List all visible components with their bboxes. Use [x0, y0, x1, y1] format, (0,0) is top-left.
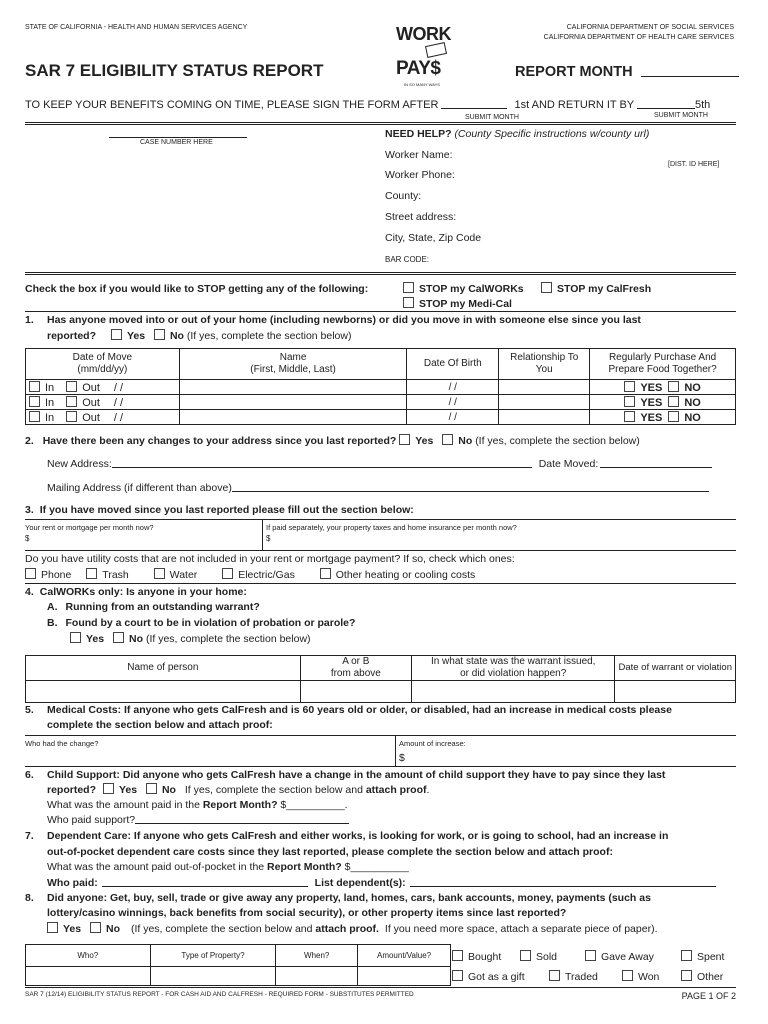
q4-b: B. Found by a court to be in violation of probation or parole?	[47, 617, 356, 629]
submit-month-caption-2: SUBMIT MONTH	[654, 112, 708, 119]
medical-amount-label: Amount of increase:	[399, 739, 466, 748]
q2-new-address: New Address: Date Moved:	[47, 458, 712, 470]
case-number-label: CASE NUMBER HERE	[140, 139, 213, 146]
q1-in-checkbox[interactable]	[29, 411, 40, 422]
q5-text-1: Medical Costs: If anyone who gets CalFresh and is 60 years old or older, or disabled, had an increase in medical costs please	[47, 704, 672, 716]
instructions-line: TO KEEP YOUR BENEFITS COMING ON TIME, PLEASE SIGN THE FORM AFTER 1st AND RETURN IT BY 5th	[25, 99, 711, 111]
table-row: In Out / / / / YES NO	[26, 410, 736, 425]
table-row: In Out / / / / YES NO	[26, 395, 736, 410]
stop-medical[interactable]: STOP my Medi-Cal	[403, 297, 512, 310]
q7-text-2: out-of-pocket dependent care costs since they last reported, please complete the section below and attach proof:	[47, 846, 613, 858]
logo-work: WORK	[396, 24, 451, 44]
medical-who-label: Who had the change?	[25, 739, 99, 748]
worker-name: Worker Name:	[385, 149, 453, 161]
q3-question: 3. If you have moved since you last reported please fill out the section below:	[25, 504, 414, 516]
q5-number: 5.	[25, 704, 34, 716]
q4-col-name: Name of person	[26, 656, 301, 681]
table-row	[26, 967, 451, 986]
flag-icon	[425, 42, 447, 58]
q1-no-checkbox[interactable]	[154, 329, 165, 340]
q8-got-gift[interactable]: Got as a gift	[452, 970, 525, 983]
q8-other[interactable]: Other	[681, 970, 723, 983]
street-address: Street address:	[385, 211, 457, 223]
q6-text-2: reported? Yes No If yes, complete the section below and attach proof.	[47, 784, 430, 796]
report-month-field[interactable]	[641, 67, 739, 77]
dependent-care-payer-field[interactable]	[102, 877, 308, 887]
q8-col-who: Who?	[26, 945, 151, 967]
q8-traded[interactable]: Traded	[549, 970, 598, 983]
submit-month-field-2[interactable]	[637, 99, 695, 109]
q4-question: 4. CalWORKs only: Is anyone in your home:	[25, 586, 247, 598]
q8-col-amount: Amount/Value?	[358, 945, 451, 967]
trash-checkbox[interactable]	[86, 568, 97, 579]
q1-in-checkbox[interactable]	[29, 396, 40, 407]
q1-yes-checkbox[interactable]	[111, 329, 122, 340]
q4-col-state: In what state was the warrant issued, or did violation happen?	[411, 656, 614, 681]
q4-warrant-table	[25, 655, 736, 703]
new-address-field[interactable]	[112, 458, 532, 468]
q5-text-2: complete the section below and attach proof:	[47, 719, 273, 731]
q8-sold[interactable]: Sold	[520, 950, 557, 963]
taxes-label: If paid separately, your property taxes and home insurance per month now?	[266, 523, 517, 532]
rent-field[interactable]: $	[25, 534, 30, 543]
q1-col-name: Name (First, Middle, Last)	[179, 349, 407, 380]
mailing-address-field[interactable]	[232, 482, 709, 492]
footer-page: PAGE 1 OF 2	[681, 991, 736, 1001]
dist-id: [DIST. ID HERE]	[668, 161, 720, 168]
utility-options: Phone Trash Water Electric/Gas Other heating or cooling costs	[25, 568, 475, 581]
q4-yes-no: Yes No (If yes, complete the section below)	[70, 632, 311, 645]
agency-right-1: CALIFORNIA DEPARTMENT OF SOCIAL SERVICES	[566, 24, 734, 31]
q1-out-checkbox[interactable]	[66, 381, 77, 392]
q6-who-paid: Who paid support?	[47, 814, 349, 826]
q4-a: A. Running from an outstanding warrant?	[47, 601, 260, 613]
electric-checkbox[interactable]	[222, 568, 233, 579]
table-row	[26, 681, 736, 703]
q8-property-table	[25, 944, 451, 986]
medical-amount-field[interactable]: $	[399, 752, 405, 764]
q7-text-1: Dependent Care: If anyone who gets CalFresh and either works, is looking for work, or is going to school, had an increase in	[47, 830, 669, 842]
date-moved-field[interactable]	[600, 458, 712, 468]
county: County:	[385, 190, 422, 202]
logo-tagline: IN SO MANY WAYS	[404, 82, 440, 87]
stop-instructions: Check the box if you would like to STOP getting any of the following:	[25, 283, 369, 295]
agency-right-2: CALIFORNIA DEPARTMENT OF HEALTH CARE SERVICES	[543, 34, 734, 41]
q1-out-checkbox[interactable]	[66, 411, 77, 422]
q2-yes-checkbox[interactable]	[399, 434, 410, 445]
worker-phone: Worker Phone:	[385, 169, 455, 181]
q6-text-1: Child Support: Did anyone who gets CalFresh have a change in the amount of child support they have to pay since they last	[47, 769, 666, 781]
q1-text-1: Has anyone moved into or out of your home (including newborns) or did you move in with someone else since you last	[47, 314, 641, 326]
work-pays-logo	[392, 24, 454, 98]
water-checkbox[interactable]	[154, 568, 165, 579]
q7-who-paid: Who paid: List dependent(s):	[47, 877, 716, 889]
phone-checkbox[interactable]	[25, 568, 36, 579]
stop-medical-checkbox[interactable]	[403, 297, 414, 308]
q8-text-2: lottery/casino winnings, back benefits from social security), or other property items since last reported?	[47, 907, 567, 919]
q1-out-checkbox[interactable]	[66, 396, 77, 407]
q1-number: 1.	[25, 314, 34, 326]
support-payer-field[interactable]	[135, 814, 349, 824]
q8-no-checkbox[interactable]	[90, 922, 101, 933]
q2-question: 2. Have there been any changes to your address since you last reported? Yes No (If yes, complete the section below)	[25, 435, 640, 447]
stop-calworks-checkbox[interactable]	[403, 282, 414, 293]
q6-amount: What was the amount paid in the Report Month? $__________.	[47, 799, 348, 811]
city-state-zip: City, State, Zip Code	[385, 232, 482, 244]
rent-label: Your rent or mortgage per month now?	[25, 523, 154, 532]
stop-calworks[interactable]: STOP my CalWORKs	[403, 282, 524, 295]
q6-yes-checkbox[interactable]	[103, 783, 114, 794]
q8-col-when: When?	[276, 945, 358, 967]
dependents-field[interactable]	[410, 877, 716, 887]
q1-col-relationship: Relationship To You	[499, 349, 590, 380]
q6-number: 6.	[25, 769, 34, 781]
q4-col-date: Date of warrant or violation	[615, 656, 736, 681]
other-heating-checkbox[interactable]	[320, 568, 331, 579]
submit-month-caption-1: SUBMIT MONTH	[465, 114, 519, 121]
q8-yes-no: Yes No (If yes, complete the section below and attach proof. If you need more space, attach a separate piece of paper).	[47, 922, 658, 935]
q4-yes-checkbox[interactable]	[70, 632, 81, 643]
logo-pays: PAY$	[396, 58, 441, 79]
form-title: SAR 7 ELIGIBILITY STATUS REPORT	[25, 61, 324, 80]
footer-form-id: SAR 7 (12/14) ELIGIBILITY STATUS REPORT - FOR CASH AID AND CALFRESH - REQUIRED FORM - SUBSTITUTES PERMITTED	[25, 991, 414, 998]
q8-spent[interactable]: Spent	[681, 950, 724, 963]
q7-amount: What was the amount paid out-of-pocket in the Report Month? $__________	[47, 861, 409, 873]
q6-no-checkbox[interactable]	[146, 783, 157, 794]
q1-household-table	[25, 348, 736, 425]
q8-bought[interactable]: Bought	[452, 950, 501, 963]
need-help: NEED HELP? (County Specific instructions w/county url)	[385, 128, 650, 140]
q8-gave-away[interactable]: Gave Away	[585, 950, 654, 963]
q4-col-ab: A or B from above	[300, 656, 411, 681]
submit-month-field-1[interactable]	[441, 99, 507, 109]
q1-col-dob: Date Of Birth	[407, 349, 499, 380]
q2-mailing-address: Mailing Address (if different than above)	[47, 482, 709, 494]
q1-text-2: reported? Yes No (If yes, complete the section below)	[47, 330, 352, 342]
q8-won[interactable]: Won	[622, 970, 659, 983]
q8-yes-checkbox[interactable]	[47, 922, 58, 933]
q7-number: 7.	[25, 830, 34, 842]
utility-question: Do you have utility costs that are not included in your rent or mortgage payment? If so, check which ones:	[25, 553, 515, 565]
q8-text-1: Did anyone: Get, buy, sell, trade or give away any property, land, homes, cars, bank accounts, money, payments (such as	[47, 892, 651, 904]
stop-calfresh[interactable]: STOP my CalFresh	[541, 282, 651, 295]
q1-name-field[interactable]	[179, 380, 407, 395]
taxes-field[interactable]: $	[266, 534, 271, 543]
q2-no-checkbox[interactable]	[442, 434, 453, 445]
stop-calfresh-checkbox[interactable]	[541, 282, 552, 293]
table-row: In Out / / / / YES NO	[26, 380, 736, 395]
bar-code: BAR CODE:	[385, 255, 430, 264]
q8-number: 8.	[25, 892, 34, 904]
case-number-field[interactable]	[109, 137, 247, 138]
q8-col-type: Type of Property?	[150, 945, 276, 967]
q1-col-food: Regularly Purchase And Prepare Food Together?	[590, 349, 736, 380]
q4-no-checkbox[interactable]	[113, 632, 124, 643]
q1-in-checkbox[interactable]	[29, 381, 40, 392]
report-month-label: REPORT MONTH	[515, 64, 739, 80]
agency-left: STATE OF CALIFORNIA - HEALTH AND HUMAN SERVICES AGENCY	[25, 24, 248, 31]
q1-col-date: Date of Move (mm/dd/yy)	[26, 349, 180, 380]
